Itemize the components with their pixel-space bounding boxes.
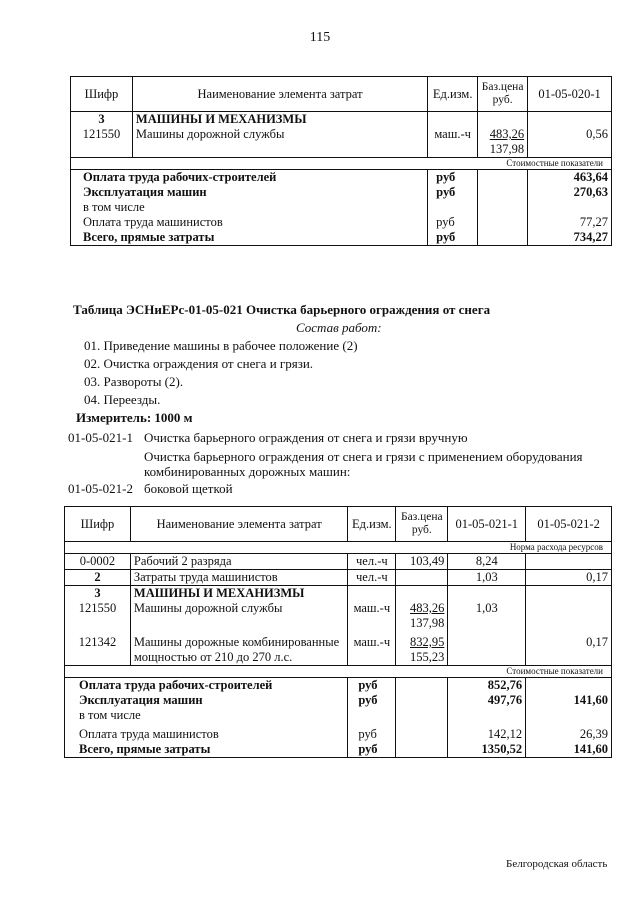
machine-code: 121550 xyxy=(65,601,131,631)
cost-value: 270,63 xyxy=(528,185,612,200)
cost-row xyxy=(71,215,612,230)
machine-price-1: 483,26 xyxy=(409,601,445,615)
cost-unit: руб xyxy=(348,678,396,694)
cost-row xyxy=(65,742,612,758)
header-col1: 01-05-020-1 xyxy=(528,77,612,112)
table-row xyxy=(65,554,612,570)
cost-row xyxy=(71,200,612,215)
machine-name: Машины дорожной службы xyxy=(132,127,427,158)
cost-unit: руб xyxy=(428,185,478,200)
cost-v2: 141,60 xyxy=(526,742,612,758)
cost-value: 463,64 xyxy=(528,170,612,186)
header-unit: Ед.изм. xyxy=(348,507,396,542)
cost-row xyxy=(71,185,612,200)
step-item: 03. Развороты (2). xyxy=(84,374,184,389)
row-v2: 0,17 xyxy=(526,570,612,586)
cost-row xyxy=(65,678,612,694)
machine-v2: 0,17 xyxy=(526,631,612,666)
cost-label-text: Всего, прямые затраты xyxy=(71,230,428,246)
cost-label-text: в том числе xyxy=(71,200,428,215)
machine-code: 121342 xyxy=(65,631,131,666)
row-unit: чел.-ч xyxy=(348,570,396,586)
machine-price-2: 137,98 xyxy=(409,616,445,630)
row-code: 0-0002 xyxy=(65,554,131,570)
table-row xyxy=(65,601,612,631)
machine-name-2: мощностью от 210 до 270 л.с. xyxy=(133,650,293,664)
table-row xyxy=(65,570,612,586)
row-v2 xyxy=(526,554,612,570)
table-row xyxy=(65,586,612,602)
cost-label-text: Оплата труда машинистов xyxy=(65,723,348,742)
machine-value: 0,56 xyxy=(528,127,612,158)
row-v1: 1,03 xyxy=(448,570,526,586)
machine-price-1: 832,95 xyxy=(409,635,445,649)
table-row xyxy=(71,127,612,158)
resource-table-2 xyxy=(64,506,612,758)
item-text: Очистка барьерного ограждения от снега и грязи вручную xyxy=(144,430,468,445)
header-col2: 01-05-021-2 xyxy=(526,507,612,542)
cost-unit: руб xyxy=(348,693,396,708)
row-name: Затраты труда машинистов xyxy=(130,570,347,586)
machine-unit: маш.-ч xyxy=(348,631,396,666)
item-text: Очистка барьерного ограждения от снега и грязи с применением оборудования xyxy=(144,449,583,464)
table-header xyxy=(71,77,612,112)
cost-label-text: в том числе xyxy=(65,708,348,723)
item-code: 01-05-021-2 xyxy=(68,481,133,496)
cost-label-text: Эксплуатация машин xyxy=(71,185,428,200)
machine-unit: маш.-ч xyxy=(348,601,396,631)
row-name: Рабочий 2 разряда xyxy=(130,554,347,570)
machine-price-2: 155,23 xyxy=(409,650,445,664)
cost-row xyxy=(65,693,612,708)
cost-row xyxy=(71,230,612,246)
row-price: 103,49 xyxy=(396,554,448,570)
header-code: Шифр xyxy=(71,77,133,112)
machine-v2 xyxy=(526,601,612,631)
cost-label-text: Оплата труда рабочих-строителей xyxy=(71,170,428,186)
machine-v1 xyxy=(448,631,526,666)
header-price: Баз.цена руб. xyxy=(396,507,448,542)
cost-label-text: Оплата труда машинистов xyxy=(71,215,428,230)
row-unit: чел.-ч xyxy=(348,554,396,570)
norm-label: Норма расхода ресурсов xyxy=(65,542,612,554)
cost-row xyxy=(65,723,612,742)
header-name: Наименование элемента затрат xyxy=(132,77,427,112)
table-row xyxy=(71,112,612,128)
step-item: 02. Очистка ограждения от снега и грязи. xyxy=(84,356,314,371)
section-subtitle: Состав работ: xyxy=(296,320,382,335)
cost-v2 xyxy=(526,678,612,694)
page-number: 115 xyxy=(309,30,331,45)
cost-label: Стоимостные показатели xyxy=(71,158,612,170)
cost-unit: руб xyxy=(428,215,478,230)
cost-label-text: Всего, прямые затраты xyxy=(65,742,348,758)
measure-unit: Измеритель: 1000 м xyxy=(76,410,193,425)
cost-unit: руб xyxy=(348,742,396,758)
machine-v1: 1,03 xyxy=(448,601,526,631)
cost-row xyxy=(71,170,612,186)
machine-price-2: 137,98 xyxy=(489,142,525,156)
cost-v2: 141,60 xyxy=(526,693,612,708)
cost-unit: руб xyxy=(348,723,396,742)
section-name: МАШИНЫ И МЕХАНИЗМЫ xyxy=(130,586,347,602)
header-code: Шифр xyxy=(65,507,131,542)
cost-v2: 26,39 xyxy=(526,723,612,742)
resource-table-1 xyxy=(70,76,612,246)
machine-unit: маш.-ч xyxy=(428,127,478,158)
step-item: 01. Приведение машины в рабочее положение (2) xyxy=(84,338,358,353)
table-header xyxy=(65,507,612,542)
cost-v1: 852,76 xyxy=(448,678,526,694)
cost-unit: руб xyxy=(428,170,478,186)
header-unit: Ед.изм. xyxy=(428,77,478,112)
section-title: Таблица ЭСНиЕРс-01-05-021 Очистка барьерного ограждения от снега xyxy=(73,302,491,317)
cost-label: Стоимостные показатели xyxy=(65,666,612,678)
item-text: боковой щеткой xyxy=(144,481,233,496)
step-item: 04. Переезды. xyxy=(84,392,161,407)
section-name: МАШИНЫ И МЕХАНИЗМЫ xyxy=(132,112,427,128)
row-v1: 8,24 xyxy=(448,554,526,570)
section-code: 3 xyxy=(65,586,131,602)
cost-unit: руб xyxy=(428,230,478,246)
row-price xyxy=(396,570,448,586)
table-row xyxy=(65,631,612,666)
header-col1: 01-05-021-1 xyxy=(448,507,526,542)
cost-row xyxy=(65,708,612,723)
machine-price-1: 483,26 xyxy=(489,127,525,141)
machine-name: Машины дорожной службы xyxy=(130,601,347,631)
cost-value: 77,27 xyxy=(528,215,612,230)
section-code: 3 xyxy=(71,112,133,128)
machine-code: 121550 xyxy=(71,127,133,158)
cost-value: 734,27 xyxy=(528,230,612,246)
cost-label-text: Эксплуатация машин xyxy=(65,693,348,708)
cost-v1: 142,12 xyxy=(448,723,526,742)
footer-region: Белгородская область xyxy=(506,858,608,870)
cost-label-text: Оплата труда рабочих-строителей xyxy=(65,678,348,694)
item-code: 01-05-021-1 xyxy=(68,430,133,445)
header-name: Наименование элемента затрат xyxy=(130,507,347,542)
cost-v1: 497,76 xyxy=(448,693,526,708)
cost-v1: 1350,52 xyxy=(448,742,526,758)
header-price: Баз.цена руб. xyxy=(478,77,528,112)
machine-name: Машины дорожные комбинированные xyxy=(133,635,340,649)
item-text: комбинированных дорожных машин: xyxy=(144,464,351,479)
row-code: 2 xyxy=(65,570,131,586)
